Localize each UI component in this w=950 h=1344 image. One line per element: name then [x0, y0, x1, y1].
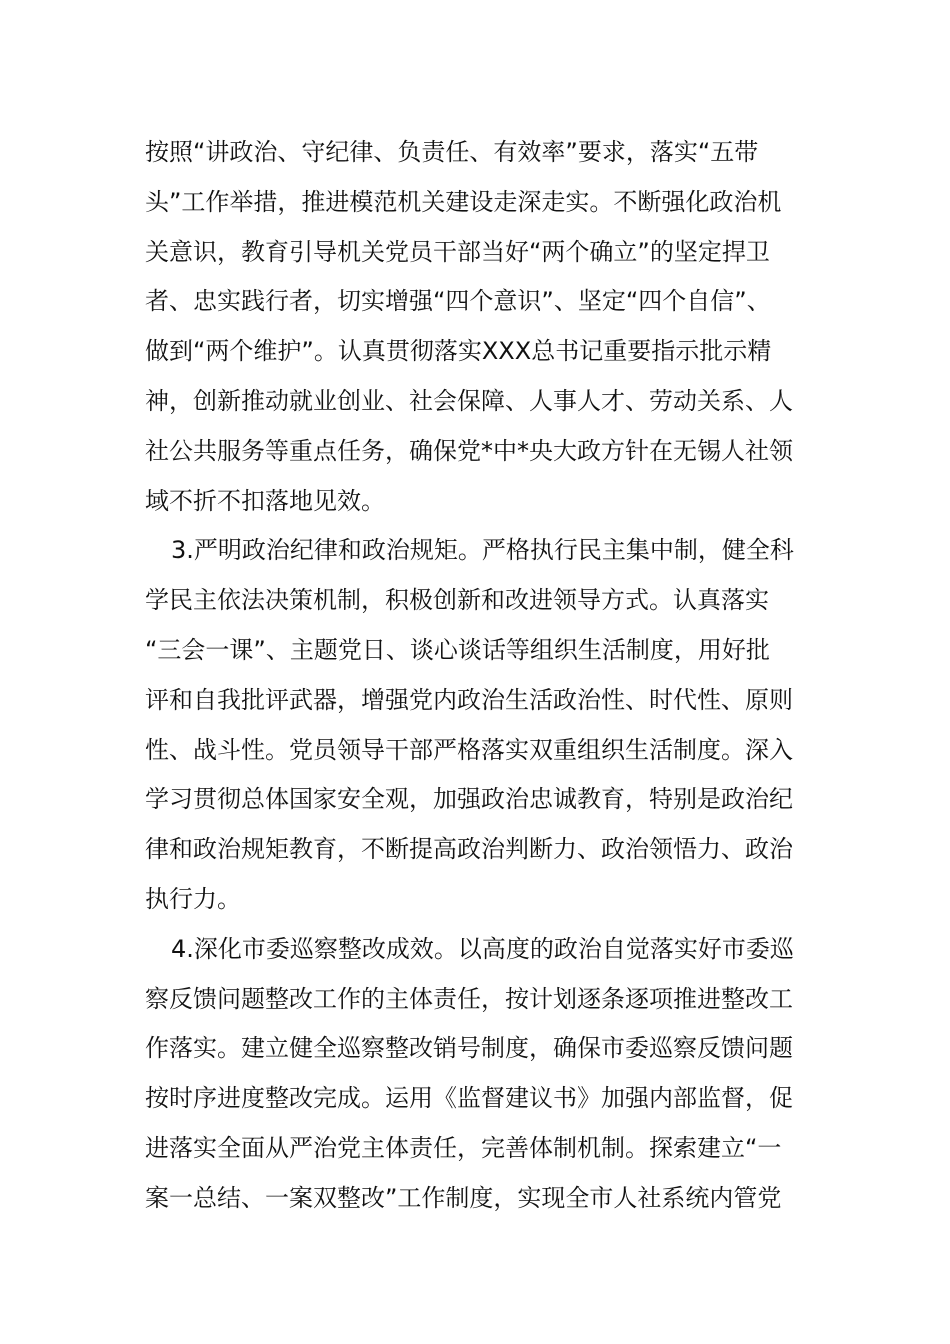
- text-line: 案一总结、一案双整改”工作制度，实现全市人社系统内管党: [145, 1183, 782, 1212]
- text-line: 3.严明政治纪律和政治规矩。严格执行民主集中制，健全科: [171, 536, 794, 565]
- text-line: 学民主依法决策机制，积极创新和改进领导方式。认真落实: [145, 586, 769, 615]
- text-line: 做到“两个维护”。认真贯彻落实XXX总书记重要指示批示精: [145, 337, 772, 366]
- text-line: 察反馈问题整改工作的主体责任，按计划逐条逐项推进整改工: [145, 984, 793, 1013]
- text-line: 性、战斗性。党员领导干部严格落实双重组织生活制度。深入: [145, 735, 793, 764]
- text-line: 4.深化市委巡察整改成效。以高度的政治自觉落实好市委巡: [171, 934, 794, 963]
- text-line: 域不折不扣落地见效。: [145, 486, 385, 515]
- text-line: 关意识，教育引导机关党员干部当好“两个确立”的坚定捍卫: [145, 237, 770, 266]
- paragraph-intro: [145, 128, 815, 526]
- text-line: 头”工作举措，推进模范机关建设走深走实。不断强化政治机: [145, 187, 782, 216]
- text-line: 进落实全面从严治党主体责任，完善体制机制。探索建立“一: [145, 1133, 782, 1162]
- document-body: [145, 128, 815, 1224]
- text-line: 神，创新推动就业创业、社会保障、人事人才、劳动关系、人: [145, 386, 793, 415]
- text-line: 作落实。建立健全巡察整改销号制度，确保市委巡察反馈问题: [145, 1034, 793, 1063]
- text-line: 执行力。: [145, 884, 241, 913]
- text-line: 社公共服务等重点任务，确保党*中*央大政方针在无锡人社领: [145, 436, 793, 465]
- text-line: “三会一课”、主题党日、谈心谈话等组织生活制度，用好批: [145, 635, 770, 664]
- text-line: 者、忠实践行者，切实增强“四个意识”、坚定“四个自信”、: [145, 287, 771, 316]
- text-line: 按照“讲政治、守纪律、负责任、有效率”要求，落实“五带: [145, 138, 759, 166]
- paragraph-4: [145, 925, 815, 1224]
- text-line: 律和政治规矩教育，不断提高政治判断力、政治领悟力、政治: [145, 835, 793, 864]
- text-line: 评和自我批评武器，增强党内政治生活政治性、时代性、原则: [145, 685, 793, 714]
- text-line: 学习贯彻总体国家安全观，加强政治忠诚教育，特别是政治纪: [145, 785, 793, 814]
- text-line: 按时序进度整改完成。运用《监督建议书》加强内部监督，促: [145, 1084, 793, 1113]
- paragraph-3: [145, 526, 815, 924]
